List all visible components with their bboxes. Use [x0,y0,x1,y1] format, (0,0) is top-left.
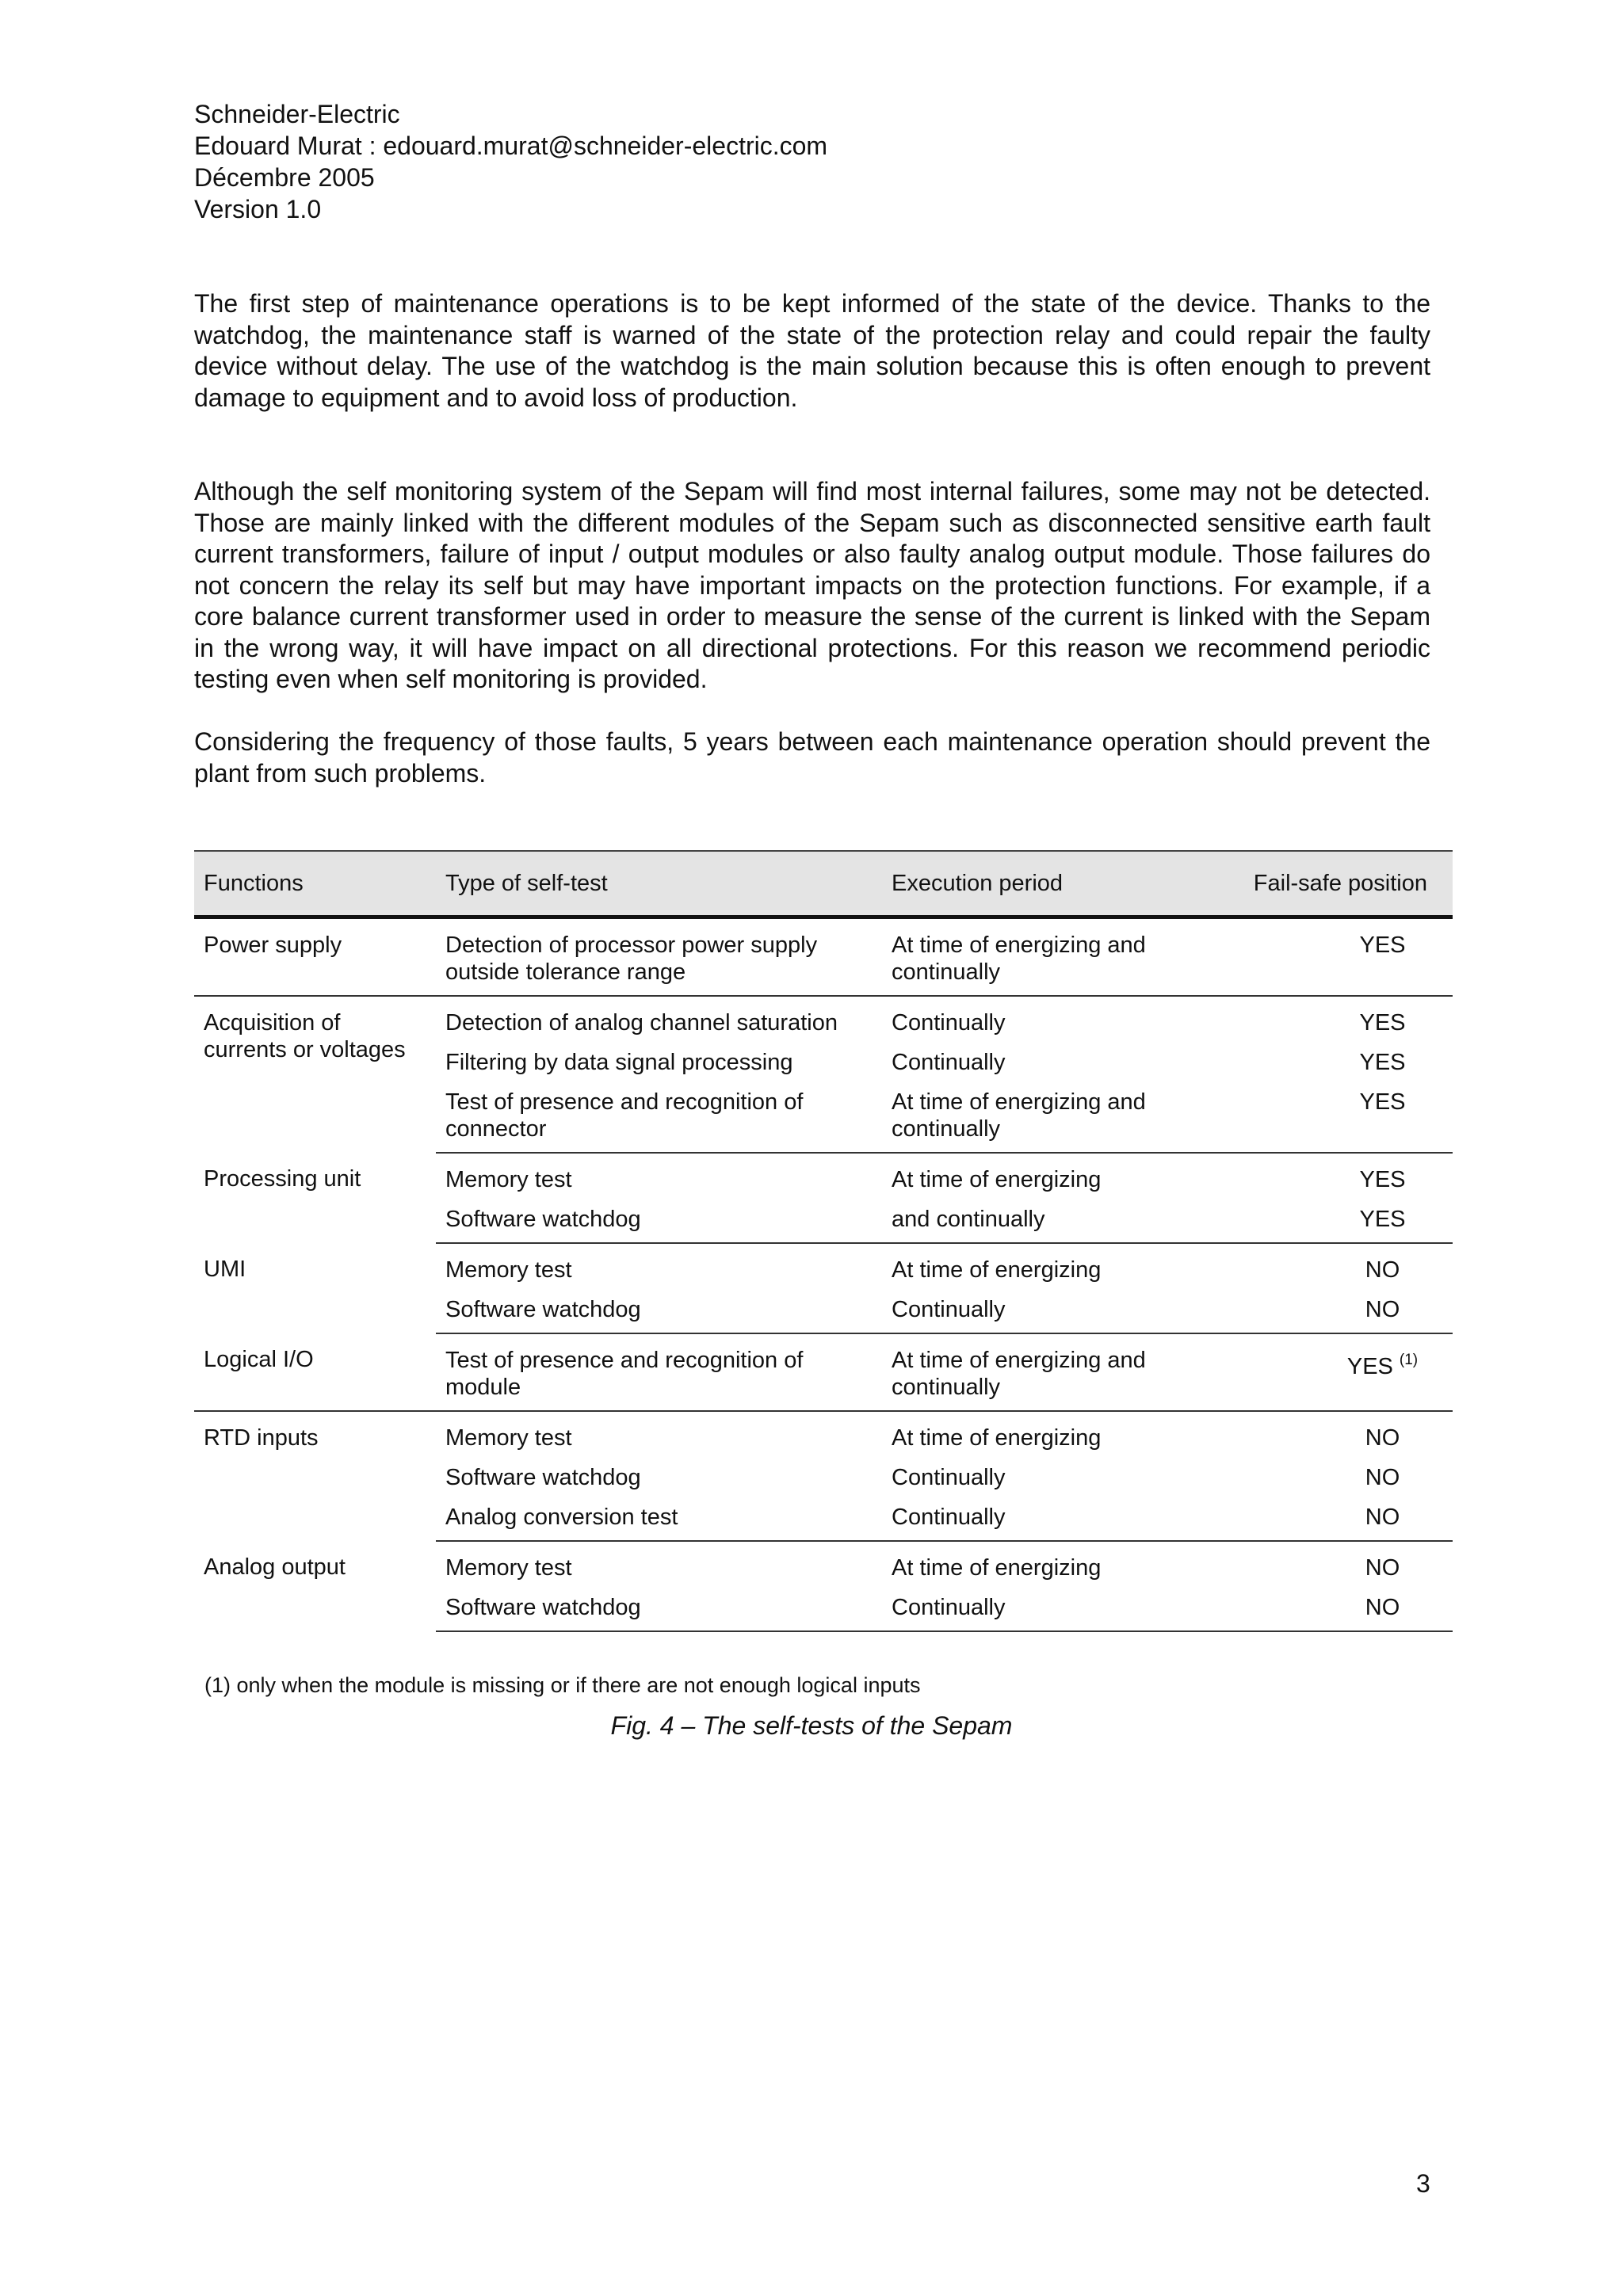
fail-safe-value: YES [1359,1167,1406,1192]
table-row [194,1333,1453,1411]
cell-self-test-type: Memory test [445,1167,572,1192]
cell-execution-period: Continually [892,1050,1006,1075]
cell-fail-safe-position [1227,1153,1453,1206]
header-functions: Functions [194,851,436,917]
cell-function: Logical I/O [194,1333,436,1411]
table-row [194,1153,1453,1206]
cell-fail-safe-position [1227,1296,1453,1333]
cell-execution-period: At time of energizing [892,1425,1102,1451]
table-row [194,1541,1453,1594]
cell-self-test-type: Memory test [445,1555,572,1581]
cell-execution-period: Continually [892,1465,1006,1490]
cell-execution-period: At time of energizing [892,1555,1102,1581]
fail-safe-value: NO [1365,1595,1400,1620]
cell-fail-safe-position [1227,996,1453,1049]
cell-self-test-type: Software watchdog [445,1465,641,1490]
header-type-of-self-test: Type of self-test [436,851,882,917]
paragraph-watchdog: The first step of maintenance operations is to be kept informed of the state of the device. Thanks to the watchdog, the maintenance staff is warned of the state of the protection relay and could repair the faulty device without delay. The use of the watchdog is the main solution because this is often enough to prevent damage to equipment and to avoid loss of production. [194,289,1430,412]
figure-caption: Fig. 4 – The self-tests of the Sepam [610,1711,1013,1740]
cell-fail-safe-position [1227,1049,1453,1089]
fail-safe-value: NO [1365,1297,1400,1322]
cell-self-test-type: Software watchdog [436,1594,882,1631]
paragraph-frequency: Considering the frequency of those faults, 5 years between each maintenance operation should prevent the plant from such problems. [194,727,1430,788]
cell-fail-safe-position [1227,1541,1453,1594]
cell-fail-safe-position [1227,1333,1453,1411]
cell-fail-safe-position [1227,1411,1453,1464]
table-row [194,1411,1453,1464]
cell-execution-period: Continually [882,1594,1227,1631]
fail-safe-value: NO [1365,1257,1400,1283]
cell-self-test-type: Memory test [445,1257,572,1283]
cell-self-test-type: Detection of analog channel saturation [445,1010,838,1035]
cell-fail-safe-position [1227,1594,1453,1631]
table-body [194,917,1453,1632]
fail-safe-value: NO [1365,1555,1400,1581]
footnote-marker: (1) [1399,1352,1419,1368]
cell-fail-safe-position [1227,1504,1453,1541]
page-number: 3 [1416,2169,1430,2198]
header-date: Décembre 2005 [194,163,375,192]
cell-fail-safe-position [1227,1089,1453,1153]
fail-safe-value: YES [1359,1050,1406,1075]
cell-execution-period: At time of energizing [892,1257,1102,1283]
cell-execution-period: Continually [882,1504,1227,1541]
cell-function: Processing unit [204,1166,361,1192]
cell-self-test-type: Software watchdog [436,1206,882,1243]
document-header [194,98,827,225]
cell-function: Power supply [194,917,436,997]
cell-self-test-type: Filtering by data signal processing [445,1050,793,1075]
cell-execution-period: Continually [892,1010,1006,1035]
fail-safe-value: YES [1359,1207,1406,1232]
header-fail-safe-position: Fail-safe position [1227,851,1453,917]
fail-safe-value: YES [1346,1354,1393,1379]
cell-fail-safe-position [1227,1206,1453,1243]
header-author: Edouard Murat : edouard.murat@schneider-electric.com [194,132,828,160]
fail-safe-value: NO [1365,1505,1400,1530]
fail-safe-value: YES [1359,933,1406,958]
cell-fail-safe-position [1227,1243,1453,1296]
cell-self-test-type: Detection of processor power supply outside tolerance range [436,917,882,997]
cell-self-test-type: Memory test [445,1425,572,1451]
header-execution-period: Execution period [882,851,1227,917]
cell-execution-period: and continually [882,1206,1227,1243]
cell-execution-period: At time of energizing and continually [882,1333,1227,1411]
fail-safe-value: NO [1365,1465,1400,1490]
cell-fail-safe-position [1227,917,1453,997]
cell-self-test-type: Software watchdog [436,1296,882,1333]
table-row [194,1243,1453,1296]
header-version: Version 1.0 [194,195,322,223]
table-header-row [194,851,1453,917]
table-footnote: (1) only when the module is missing or if there are not enough logical inputs [204,1673,921,1697]
cell-function: Analog output [204,1554,346,1580]
cell-execution-period: Continually [882,1296,1227,1333]
cell-fail-safe-position [1227,1464,1453,1504]
cell-execution-period: At time of energizing and continually [882,1089,1227,1153]
cell-self-test-type: Test of presence and recognition of connector [436,1089,882,1153]
cell-function: Acquisition of currents or voltages [204,1010,406,1062]
table-row [194,996,1453,1049]
fail-safe-value: YES [1359,1010,1406,1035]
cell-self-test-type: Test of presence and recognition of module [436,1333,882,1411]
header-company: Schneider-Electric [194,100,400,128]
cell-execution-period: At time of energizing [892,1167,1102,1192]
table-row [194,917,1453,997]
fail-safe-value: YES [1359,1089,1406,1115]
cell-self-test-type: Analog conversion test [436,1504,882,1541]
cell-function: UMI [204,1257,246,1282]
fail-safe-value: NO [1365,1425,1400,1451]
cell-execution-period: At time of energizing and continually [882,917,1227,997]
self-test-table [194,850,1453,1632]
cell-function: RTD inputs [204,1425,319,1451]
paragraph-self-monitoring: Although the self monitoring system of the Sepam will find most internal failures, some may not be detected. Those are mainly linked with the different modules of the Sepam such as disconnected sensitive earth fault current transformers, failure of input / output modules or also faulty analog output module. Those failures do not concern the relay its self but may have important impacts on the protection functions. For example, if a core balance current transformer used in order to measure the sense of the current is linked with the Sepam in the wrong way, it will have impact on all directional protections. For this reason we recommend periodic testing even when self monitoring is provided. [194,477,1430,693]
